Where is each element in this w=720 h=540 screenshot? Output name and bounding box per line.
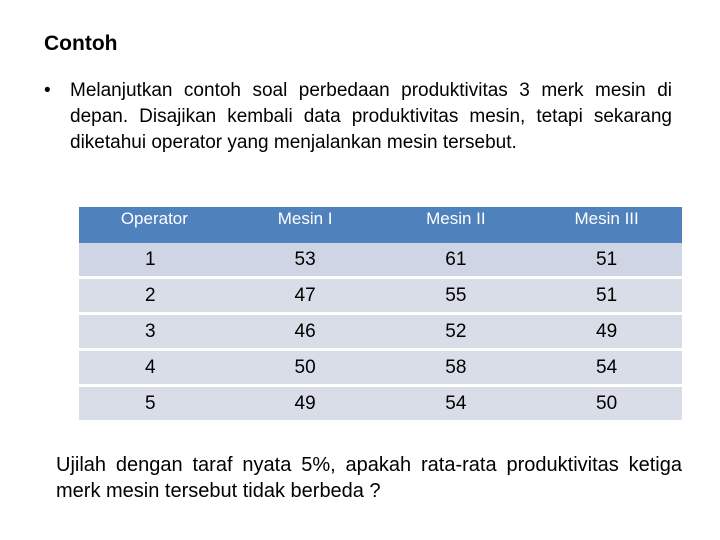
cell-operator: 5 xyxy=(79,386,230,421)
bullet-text: Melanjutkan contoh soal perbedaan produktivitas 3 merk mesin di depan. Disajikan kembali data produktivitas mesin, tetapi sekarang diketahui operator yang menjalankan mesin tersebut. xyxy=(70,80,672,153)
header-mesin-1: Mesin I xyxy=(230,207,381,243)
cell-mesin-3: 49 xyxy=(531,314,682,350)
cell-operator: 3 xyxy=(79,314,230,350)
cell-mesin-3: 51 xyxy=(531,278,682,314)
cell-mesin-2: 55 xyxy=(381,278,532,314)
cell-mesin-2: 61 xyxy=(381,243,532,278)
cell-operator: 1 xyxy=(79,243,230,278)
cell-mesin-1: 50 xyxy=(230,350,381,386)
cell-mesin-3: 50 xyxy=(531,386,682,421)
table-row xyxy=(79,278,682,314)
cell-mesin-2: 52 xyxy=(381,314,532,350)
header-operator: Operator xyxy=(79,207,230,243)
cell-mesin-1: 47 xyxy=(230,278,381,314)
bullet-paragraph xyxy=(44,78,672,156)
cell-mesin-3: 54 xyxy=(531,350,682,386)
header-mesin-2: Mesin II xyxy=(381,207,532,243)
question-text: Ujilah dengan taraf nyata 5%, apakah rata-rata produktivitas ketiga merk mesin tersebut tidak berbeda ? xyxy=(56,454,682,502)
table-header-row xyxy=(79,207,682,243)
table-row xyxy=(79,314,682,350)
header-mesin-3: Mesin III xyxy=(531,207,682,243)
cell-operator: 4 xyxy=(79,350,230,386)
table-row xyxy=(79,386,682,421)
bullet-marker: • xyxy=(44,80,51,101)
cell-operator: 2 xyxy=(79,278,230,314)
cell-mesin-1: 53 xyxy=(230,243,381,278)
cell-mesin-1: 49 xyxy=(230,386,381,421)
cell-mesin-2: 54 xyxy=(381,386,532,421)
table-row xyxy=(79,243,682,278)
cell-mesin-1: 46 xyxy=(230,314,381,350)
slide-title: Contoh xyxy=(44,32,118,55)
cell-mesin-3: 51 xyxy=(531,243,682,278)
table-row xyxy=(79,350,682,386)
productivity-table xyxy=(79,207,682,420)
cell-mesin-2: 58 xyxy=(381,350,532,386)
